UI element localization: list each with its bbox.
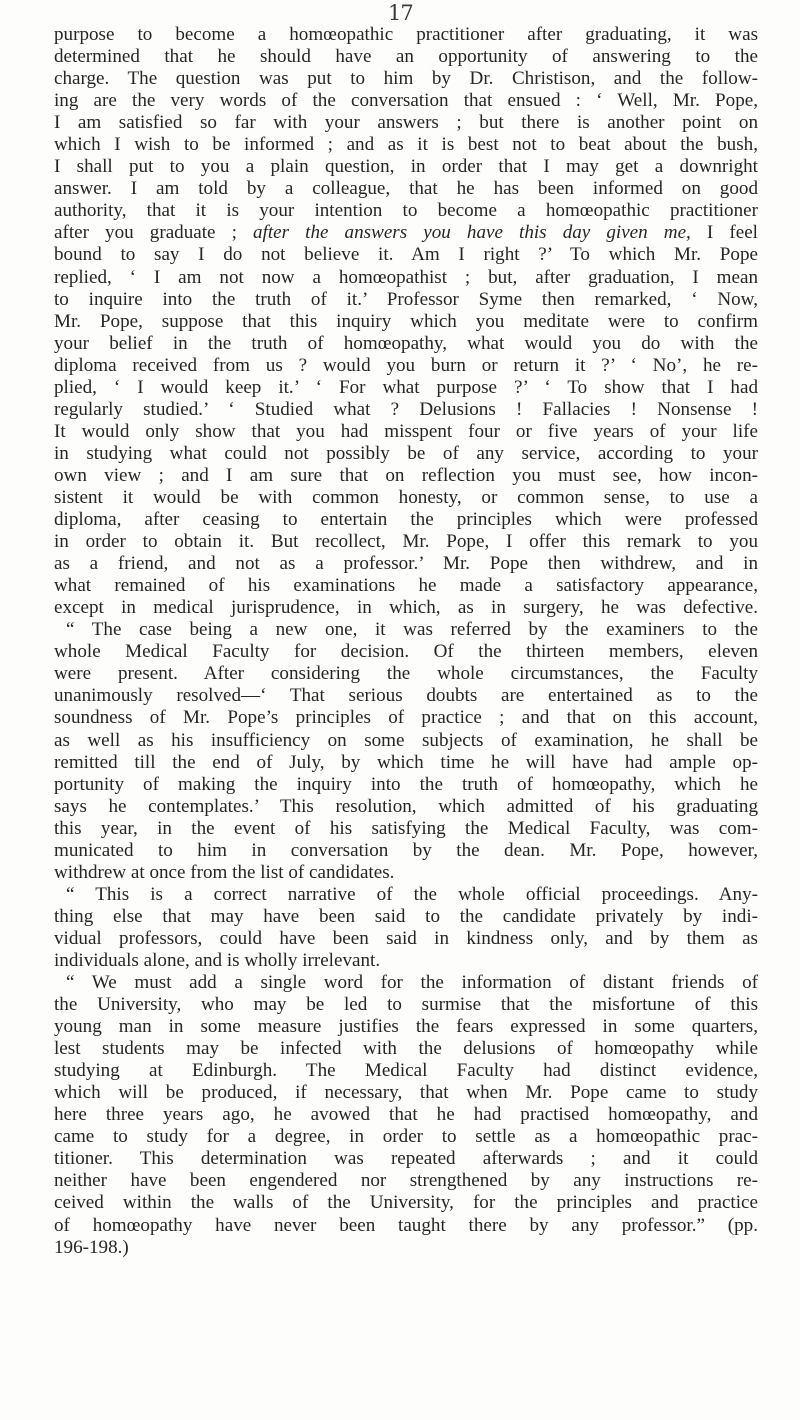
- text-line: portunity of making the inquiry into the truth of homœopathy, which he: [54, 773, 758, 795]
- text-line: municated to him in conversation by the dean. Mr. Pope, however,: [54, 839, 758, 861]
- text-line: diploma, after ceasing to entertain the principles which were professed: [54, 509, 758, 531]
- text-line: to inquire into the truth of it.’ Professor Syme then remarked, ‘ Now,: [54, 288, 758, 310]
- page-number: 17: [388, 1, 413, 25]
- text-line: “ The case being a new one, it was referred by the examiners to the: [66, 619, 758, 641]
- text-line: I shall put to you a plain question, in order that I may get a downright: [54, 156, 758, 178]
- text-line: “ This is a correct narrative of the whole official proceedings. Any-: [66, 883, 758, 905]
- text-line: says he contemplates.’ This resolution, which admitted of his graduating: [54, 795, 758, 817]
- text-line: determined that he should have an opportunity of answering to the: [54, 46, 758, 68]
- text-line: studying at Edinburgh. The Medical Faculty had distinct evidence,: [54, 1060, 758, 1082]
- text-line: 196-198.): [54, 1236, 129, 1258]
- text-line: regularly studied.’ ‘ Studied what ? Delusions ! Fallacies ! Nonsense !: [54, 398, 758, 420]
- body-text: [54, 24, 758, 1259]
- text-line: as a friend, and not as a professor.’ Mr. Pope then withdrew, and in: [54, 553, 758, 575]
- text-line: authority, that it is your intention to become a homœopathic practitioner: [54, 200, 758, 222]
- text-line: individuals alone, and is wholly irrelevant.: [54, 949, 381, 971]
- text-line: withdrew at once from the list of candidates.: [54, 861, 395, 883]
- text-line: Mr. Pope, suppose that this inquiry which you meditate were to confirm: [54, 310, 758, 332]
- text-line: I am satisfied so far with your answers ; but there is another point on: [54, 112, 758, 134]
- text-line: “ We must add a single word for the information of distant friends of: [66, 972, 758, 994]
- text-line: bound to say I do not believe it. Am I right ?’ To which Mr. Pope: [54, 244, 758, 266]
- text-line: remitted till the end of July, by which time he will have had ample op-: [54, 751, 758, 773]
- text-line: purpose to become a homœopathic practitioner after graduating, it was: [54, 24, 758, 45]
- text-line: ing are the very words of the conversation that ensued : ‘ Well, Mr. Pope,: [54, 90, 758, 112]
- text-line: thing else that may have been said to the candidate privately by indi-: [54, 905, 758, 927]
- text-line: soundness of Mr. Pope’s principles of practice ; and that on this account,: [54, 707, 758, 729]
- text-line: which will be produced, if necessary, that when Mr. Pope came to study: [54, 1082, 758, 1104]
- text-line: vidual professors, could have been said in kindness only, and by them as: [54, 927, 758, 949]
- text-line: this year, in the event of his satisfying the Medical Faculty, was com-: [54, 817, 758, 839]
- text-line: charge. The question was put to him by Dr. Christison, and the follow-: [54, 68, 758, 90]
- text-line: whole Medical Faculty for decision. Of the thirteen members, eleven: [54, 641, 758, 663]
- italic-phrase: after the answers you have this day given me,: [253, 222, 691, 244]
- text-line: ceived within the walls of the University, for the principles and practice: [54, 1192, 758, 1214]
- text-line: which I wish to be informed ; and as it is best not to beat about the bush,: [54, 134, 758, 156]
- text-line: in studying what could not possibly be of any service, according to your: [54, 442, 758, 464]
- text-line: lest students may be infected with the delusions of homœopathy while: [54, 1038, 758, 1060]
- text-line: plied, ‘ I would keep it.’ ‘ For what purpose ?’ ‘ To show that I had: [54, 376, 758, 398]
- text-line: what remained of his examinations he made a satisfactory appearance,: [54, 575, 758, 597]
- text-line: your belief in the truth of homœopathy, what would you do with the: [54, 332, 758, 354]
- text-line: were present. After considering the whole circumstances, the Faculty: [54, 663, 758, 685]
- text-line: here three years ago, he avowed that he had practised homœopathy, and: [54, 1104, 758, 1126]
- text-line: titioner. This determination was repeated afterwards ; and it could: [54, 1148, 758, 1170]
- text-line: sistent it would be with common honesty, or common sense, to use a: [54, 486, 758, 508]
- text-line: as well as his insufficiency on some subjects of examination, he shall be: [54, 729, 758, 751]
- text-line: answer. I am told by a colleague, that he has been informed on good: [54, 178, 758, 200]
- text-line: unanimously resolved—‘ That serious doubts are entertained as to the: [54, 685, 758, 707]
- text-line: of homœopathy have never been taught there by any professor.” (pp.: [54, 1214, 758, 1236]
- text-line: young man in some measure justifies the fears expressed in some quarters,: [54, 1016, 758, 1038]
- text-line: in order to obtain it. But recollect, Mr. Pope, I offer this remark to you: [54, 531, 758, 553]
- text-line: neither have been engendered nor strengthened by any instructions re-: [54, 1170, 758, 1192]
- text-line: after you graduate ; after the answers you have this day given me, I feel: [54, 222, 758, 244]
- text-line: own view ; and I am sure that on reflection you must see, how incon-: [54, 464, 758, 486]
- text-line: It would only show that you had misspent four or five years of your life: [54, 420, 758, 442]
- text-line: the University, who may be led to surmise that the misfortune of this: [54, 994, 758, 1016]
- text-line: came to study for a degree, in order to settle as a homœopathic prac-: [54, 1126, 758, 1148]
- text-line: diploma received from us ? would you burn or return it ?’ ‘ No’, he re-: [54, 354, 758, 376]
- text-line: replied, ‘ I am not now a homœopathist ; but, after graduation, I mean: [54, 266, 758, 288]
- text-line: except in medical jurisprudence, in which, as in surgery, he was defective.: [54, 597, 758, 619]
